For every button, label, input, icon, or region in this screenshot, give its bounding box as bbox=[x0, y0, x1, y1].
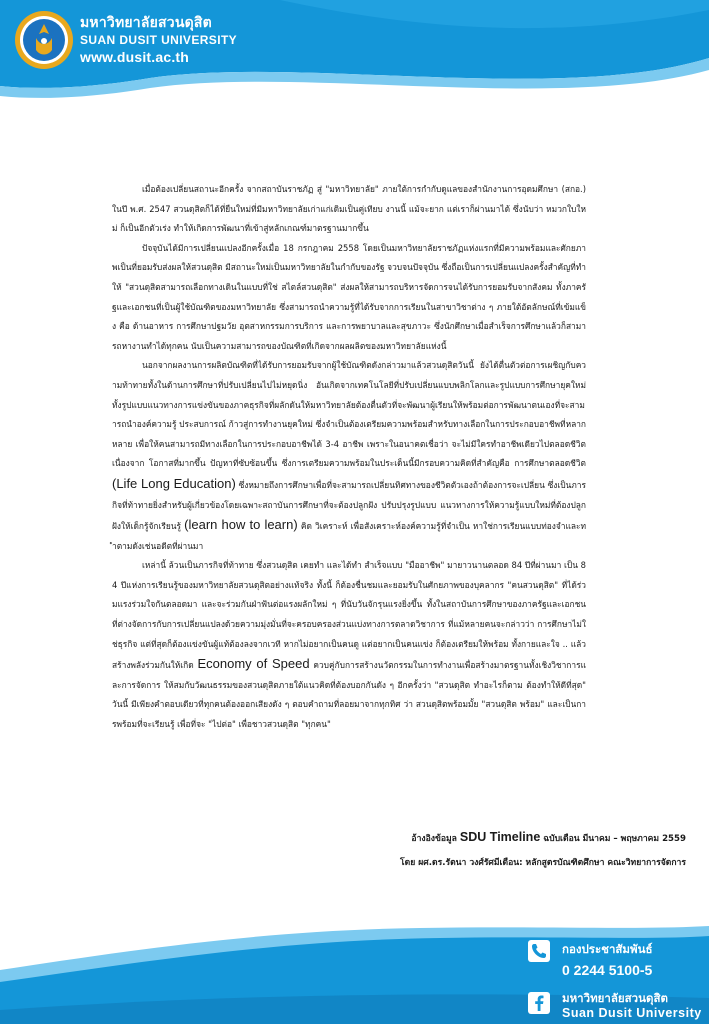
author-line: โดย ผศ.ดร.รัตนา วงศ์รัศมีเดือน: หลักสูตรบัณฑิตศึกษา คณะวิทยาการจัดการ bbox=[400, 858, 686, 868]
brand-block bbox=[80, 14, 237, 66]
reference-issue: ฉบับเดือน มีนาคม – พฤษภาคม 2559 bbox=[543, 834, 686, 844]
university-name-th: มหาวิทยาลัยสวนดุสิต bbox=[80, 15, 212, 31]
website-link[interactable]: www.dusit.ac.th bbox=[80, 49, 190, 65]
facebook-page-name-en: Suan Dusit University bbox=[562, 1006, 702, 1020]
learn-how-to-learn-term: (learn how to learn) bbox=[184, 517, 298, 533]
lifelong-education-term: (Life Long Education) bbox=[112, 475, 236, 491]
facebook-icon bbox=[528, 992, 550, 1014]
paragraph-text: ควบคู่กับการสร้างนวัตกรรมในการทำงานเพื่อสร้างมาตรฐานทั้งเชิงวิชาการและการจัดการ ให้สมกับวัฒนธรรมของสวนดุสิตภายใต้แนวคิดที่ต้องบอกกันดัง ๆ อีกครั้งว่า "สวนดุสิต ทำอะไรก็ตาม ต้องทำให้ดีที่สุด" วันนี้ มีเพียงคำตอบเดียวที่ทุกคนต้องออกเสียงดัง ๆ ตอบคำถามที่ลอยมาจากทุกทิศ ว่า สวนดุสิตพร้อมมั้ย "สวนดุสิต พร้อม" และเป็นการพร้อมที่จะเรียนรู้ เพื่อที่จะ "ไปต่อ" เพื่อชาวสวนดุสิต "ทุกคน" bbox=[112, 660, 586, 730]
facebook-page-name-th: มหาวิทยาลัยสวนดุสิต bbox=[562, 991, 668, 1005]
article-paragraph bbox=[112, 356, 586, 556]
page-header bbox=[0, 0, 709, 110]
page-footer bbox=[0, 900, 709, 1024]
reference-title: SDU Timeline bbox=[459, 830, 541, 844]
article-body bbox=[112, 180, 586, 735]
phone-number[interactable]: 0 2244 5100-5 bbox=[562, 962, 653, 978]
phone-icon bbox=[528, 940, 550, 962]
paragraph-text: เหล่านี้ ล้วนเป็นภารกิจที่ท้าทาย ซึ่งสวนดุสิต เคยทำ และได้ทำ สำเร็จแบบ "มืออาชีพ" มายาวนานตลอด 84 ปีที่ผ่านมา เป็น 84 ปีแห่งการเรียนรู้ของมหาวิทยาลัยสวนดุสิตอย่างแท้จริง ทั้งนี้ ก็ต้องชื่นชมและยอมรับในศักยภาพของบุคลากร "คนสวนดุสิต" ที่ได้ร่วมแรงร่วมใจกันตลอดมา และจะร่วมกันฝ่าฟันต่อแรงผลักใหม่ ๆ ที่นับวันจักรุนแรงยิ่งขึ้น ทั้งในสถาบันการศึกษาของภาครัฐและเอกชน ที่ต่างจัดการกับการเปลี่ยนแปลงด้วยความมุ่งมั่นที่จะครอบครองส่วนแบ่งทางการตลาดวิชาการ ที่แม้หลายคนจะกล่าวว่า การศึกษาไม่ใช่ธุรกิจ แต่ที่สุดก็ต้องแข่งขันผู้แท้ต้องลงจากเวที หากไม่อยากเป็นคนดู แต่อยากเป็นคนแข่ง ก็ต้องเตรียมให้พร้อม ทั้งกายและใจ .. แล้วสร้างพลังร่วมกันให้เกิด bbox=[112, 560, 586, 671]
article-paragraph: ปัจจุบันได้มีการเปลี่ยนแปลงอีกครั้งเมื่อ 18 กรกฎาคม 2558 โดยเป็นมหาวิทยาลัยราชภัฏแห่งแรกที่มีความพร้อมและศักยภาพเป็นที่ยอมรับส่งผลให้สวนดุสิต มีสถานะใหม่เป็นมหาวิทยาลัยในกำกับของรัฐ จวบจนปัจจุบัน ซึ่งถือเป็นการเปลี่ยนแปลงครั้งสำคัญที่ทำให้ "สวนดุสิตสามารถเลือกทางเดินในแบบที่ใช่ สไตล์สวนดุสิต" ส่งผลให้สามารถบริหารจัดการจนได้รับการยอมรับจากสังคม ทั้งภาครัฐและเอกชนที่เป็นผู้ใช้บัณฑิตของมหาวิทยาลัย ซึ่งสามารถนำความรู้ที่ได้รับจากการเรียนในสาขาวิชาต่าง ๆ ภายใต้อัตลักษณ์ที่เข้มแข็ง คือ ด้านอาหาร การศึกษาปฐมวัย อุตสาหกรรมการบริการ และการพยาบาลและสุขภาวะ ซึ่งนักศึกษาเมื่อสำเร็จการศึกษาแล้วก็สามารถหางานทำได้ทุกคน นับเป็นความสามารถของบัณฑิตที่เกิดจากผลผลิตของมหาวิทยาลัยแห่งนี้ bbox=[112, 242, 586, 351]
article-paragraph: เมื่อต้องเปลี่ยนสถานะอีกครั้ง จากสถาบันราชภัฏ สู่ "มหาวิทยาลัย" ภายใต้การกำกับดูแลของสำนักงานการอุดมศึกษา (สกอ.) ในปี พ.ศ. 2547 สวนดุสิตก็ได้ที่ยืนใหม่ที่มีมหาวิทยาลัยเก่าแก่เดิมเป็นคู่เทียบ งานนี้ แม้จะยาก แต่เราก็ผ่านมาได้ ซึ่งนับว่า หมวกใบใหม่ ก็เป็นอีกตัวเร่ง ทำให้เกิดการพัฒนาที่เข้าสู่หลักเกณฑ์มาตรฐานมากขึ้น bbox=[112, 184, 586, 234]
economy-of-speed-term: Economy of Speed bbox=[197, 656, 310, 672]
seal-icon bbox=[14, 10, 74, 70]
pr-office-label: กองประชาสัมพันธ์ bbox=[562, 942, 653, 956]
article-paragraph bbox=[112, 556, 586, 734]
paragraph-text: คิด วิเคราะห์ เพื่อสังเคราะห์องค์ความรู้ที่จำเป็น หาใช่การเรียนแบบท่องจำและทำตามดังเช่นอดีตที่ผ่านมา bbox=[112, 521, 587, 551]
paragraph-text: นอกจากผลงานการผลิตบัณฑิตที่ได้รับการยอมรับจากผู้ใช้บัณฑิตดังกล่าวมาแล้วสวนดุสิตวันนี้ ยังได้ตื่นตัวต่อการเผชิญกับความท้าทายทั้งในด้านการศึกษาที่ปรับเปลี่ยนไปไม่หยุดนิ่ง อันเกิดจากเทคโนโลยีที่ปรับเปลี่ยนแบบพลิกโลกและรูปแบบการศึกษายุคใหม่ ทั้งรูปแบบแนวทางการแข่งขันของภาคธุรกิจที่ผลักดันให้มหาวิทยาลัยต้องตื่นตัวที่จะพัฒนาผู้เรียนให้พร้อมต่อการพัฒนาตนเองที่จะสามารถนำองค์ความรู้ ประสบการณ์ ก้าวสู่การทำงานยุคใหม่ ซึ่งจำเป็นต้องเตรียมความพร้อมสำหรับทางเลือกในการประกอบอาชีพที่หลากหลาย เพื่อให้คนสามารถมีทางเลือกในการประกอบอาชีพได้ 3-4 อาชีพ เพราะในอนาคตเชื่อว่า จะไม่มีใครทำอาชีพเดียวไปตลอดชีวิต เนื่องจาก โอกาสที่มากขึ้น ปัญหาที่ซับซ้อนขึ้น ซึ่งการเตรียมความพร้อมในประเด็นนี้มีกรอบความคิดที่สำคัญคือ การศึกษาตลอดชีวิต bbox=[112, 360, 586, 469]
university-seal-logo[interactable] bbox=[14, 10, 74, 70]
reference-line bbox=[216, 825, 686, 851]
reference-prefix: อ้างอิงข้อมูล bbox=[411, 834, 457, 844]
university-name-en: SUAN DUSIT UNIVERSITY bbox=[80, 33, 238, 47]
paragraph-text: ซึ่งหมายถึงการศึกษาเพื่อที่จะสามารถเปลี่ยนทิศทางของชีวิตตัวเองถ้าต้องการจะเปลี่ยน ซึ่งเป็นภารกิจที่ท้าทายยิ่งสำหรับผู้เกี่ยวข้องโดยเฉพาะสถาบันการศึกษาที่จะต้องปลูกฝัง ปรับปรุงรูปแบบ แนวทางการให้ความรู้แบบใหม่ที่ต้องปลูกฝังให้เด็กรู้จักเรียนรู้ bbox=[112, 479, 586, 532]
reference-credit bbox=[216, 825, 686, 875]
